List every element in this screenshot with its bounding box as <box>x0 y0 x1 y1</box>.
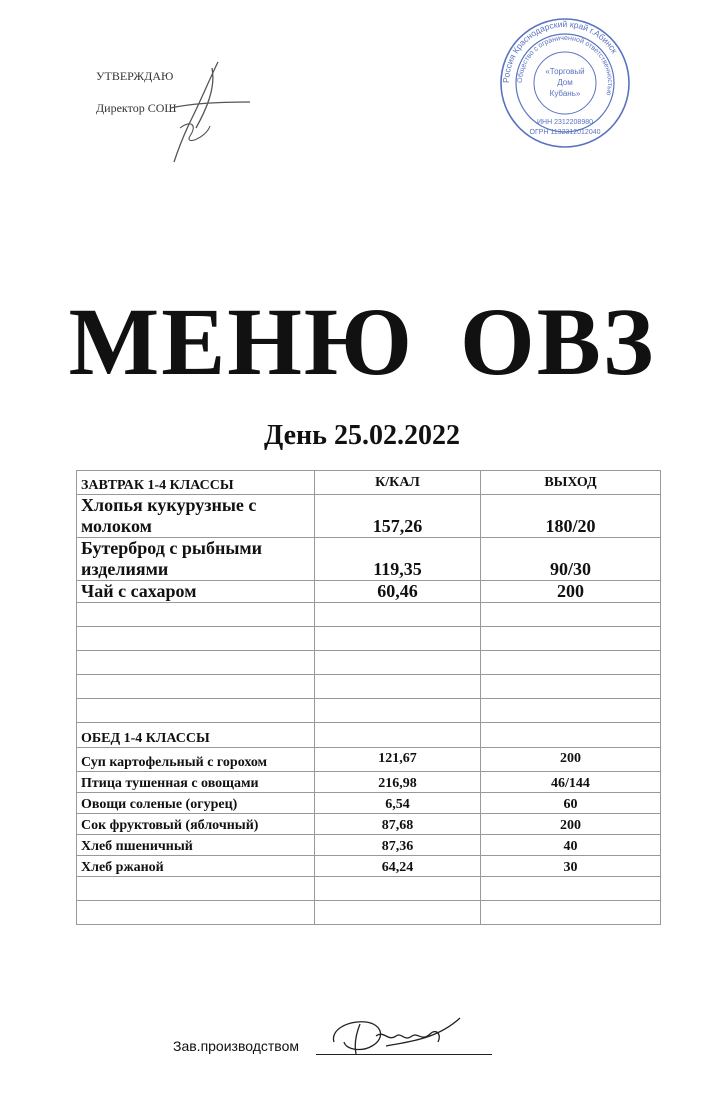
empty-row <box>77 627 661 651</box>
dish-kcal: 60,46 <box>315 581 481 603</box>
table-row <box>77 495 661 538</box>
table-row <box>77 538 661 581</box>
dish-kcal: 64,24 <box>315 856 481 877</box>
seal-ogrn: ОГРН 1132312012040 <box>529 129 601 136</box>
page-title <box>0 286 724 397</box>
empty-row <box>77 901 661 925</box>
dish-name: Хлеб пшеничный <box>77 835 315 856</box>
dish-kcal: 87,36 <box>315 835 481 856</box>
dish-kcal: 157,26 <box>315 495 481 538</box>
table-row <box>77 835 661 856</box>
company-seal <box>498 16 632 150</box>
header-kcal: К/КАЛ <box>315 471 481 495</box>
empty-row <box>77 651 661 675</box>
seal-inn: ИНН 2312208980 <box>536 119 594 126</box>
dish-name: Бутерброд с рыбными изделиями <box>77 538 315 581</box>
empty-row <box>77 699 661 723</box>
dish-kcal: 121,67 <box>315 748 481 772</box>
empty-row <box>77 603 661 627</box>
table-row <box>77 793 661 814</box>
menu-table <box>76 470 661 925</box>
lunch-section-row <box>77 723 661 748</box>
empty-row <box>77 675 661 699</box>
dish-output: 46/144 <box>481 772 661 793</box>
dish-output: 60 <box>481 793 661 814</box>
table-row <box>77 581 661 603</box>
menu-date: День 25.02.2022 <box>264 420 460 451</box>
dish-name: Чай с сахаром <box>77 581 315 603</box>
empty-row <box>77 877 661 901</box>
table-row <box>77 772 661 793</box>
dish-output: 180/20 <box>481 495 661 538</box>
production-manager-label: Зав.производством <box>173 1038 299 1054</box>
title-word-menu: МЕНЮ <box>68 288 415 395</box>
dish-kcal: 119,35 <box>315 538 481 581</box>
table-header-row <box>77 471 661 495</box>
dish-output: 30 <box>481 856 661 877</box>
dish-name: Птица тушенная с овощами <box>77 772 315 793</box>
table-row <box>77 856 661 877</box>
dish-name: Овощи соленые (огурец) <box>77 793 315 814</box>
dish-output: 200 <box>481 581 661 603</box>
seal-outer-text: Россия Краснодарский край г.Абинск <box>500 18 620 84</box>
table-row <box>77 748 661 772</box>
dish-kcal: 6,54 <box>315 793 481 814</box>
seal-inner-text: Общество с ограниченной ответственностью <box>516 34 614 96</box>
director-signature <box>150 58 260 168</box>
seal-name-3: Кубань» <box>549 89 581 98</box>
table-row <box>77 814 661 835</box>
dish-output: 200 <box>481 814 661 835</box>
dish-name: Хлеб ржаной <box>77 856 315 877</box>
dish-name: Сок фруктовый (яблочный) <box>77 814 315 835</box>
dish-kcal: 216,98 <box>315 772 481 793</box>
dish-output: 40 <box>481 835 661 856</box>
seal-name-1: «Торговый <box>545 67 585 76</box>
approval-title: УТВЕРЖДАЮ <box>96 69 174 83</box>
approval-position: Директор СОШ <box>96 101 177 115</box>
seal-name-2: Дом <box>557 78 573 87</box>
title-word-ovz: ОВЗ <box>460 288 656 395</box>
dish-name: Суп картофельный с горохом <box>77 748 315 772</box>
dish-output: 90/30 <box>481 538 661 581</box>
dish-name: Хлопья кукурузные с молоком <box>77 495 315 538</box>
dish-kcal: 87,68 <box>315 814 481 835</box>
manager-signature <box>326 1012 466 1058</box>
header-output: ВЫХОД <box>481 471 661 495</box>
header-meal: ЗАВТРАК 1-4 КЛАССЫ <box>77 471 315 495</box>
dish-output: 200 <box>481 748 661 772</box>
lunch-title: ОБЕД 1-4 КЛАССЫ <box>77 723 315 748</box>
